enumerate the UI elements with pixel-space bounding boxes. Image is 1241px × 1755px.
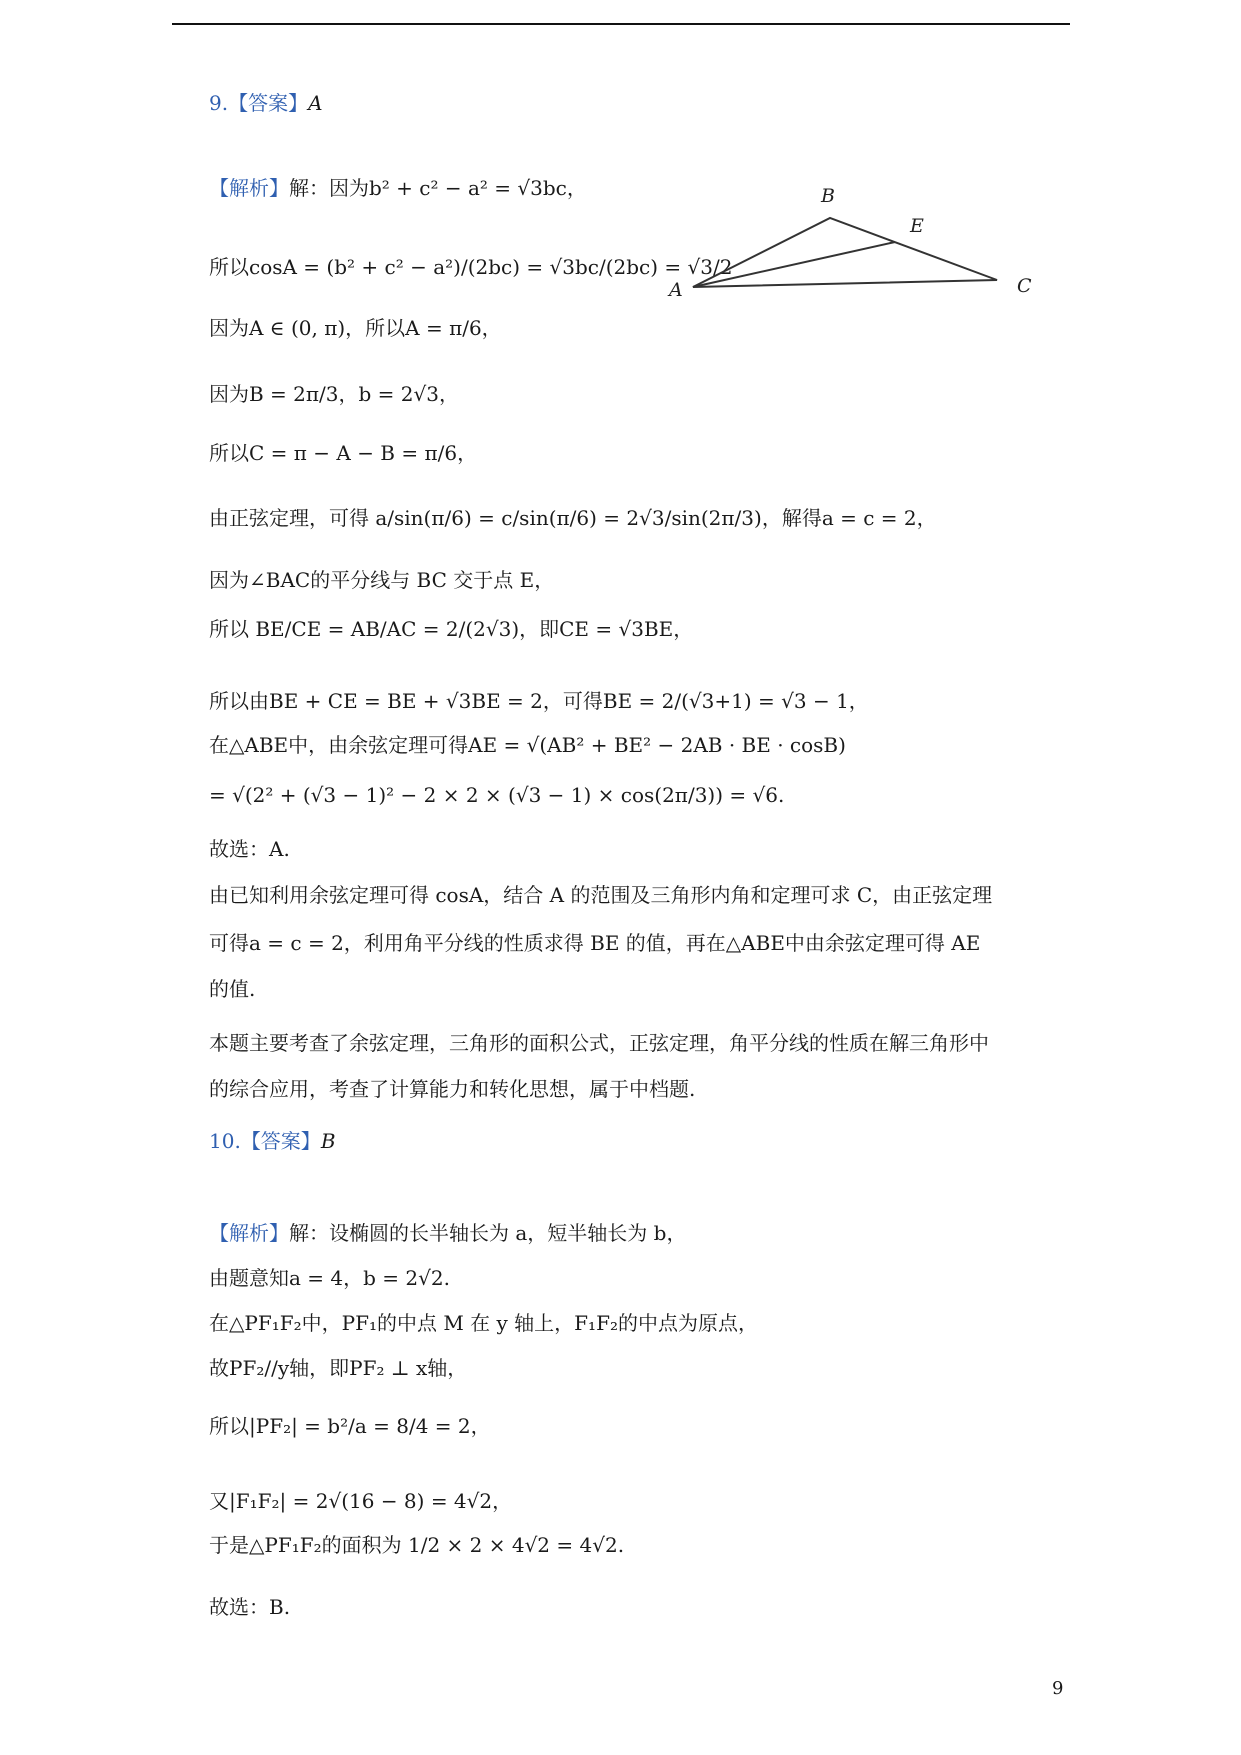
q10-line-4: 所以|PF₂| = b²/a = 8/4 = 2，: [209, 1414, 491, 1438]
q10-answer-letter: B: [320, 1129, 336, 1153]
bisector-ae: [693, 242, 895, 287]
q9-line-3: 因为B = 2π/3，b = 2√3，: [209, 382, 459, 406]
q9-line-0: [209, 175, 587, 201]
q10-line-5: 又|F₁F₂| = 2√(16 − 8) = 4√2，: [209, 1489, 513, 1513]
q9-line-11: 故选：A.: [209, 837, 290, 861]
q10-answer-tag: 【答案】: [240, 1129, 321, 1153]
figure-label-e: E: [910, 215, 924, 237]
q10-number: 10.: [209, 1129, 241, 1153]
page-number: 9: [1052, 1678, 1064, 1699]
q9-line-1: 所以cosA = (b² + c² − a²)/(2bc) = √3bc/(2bc) = √3/2: [209, 255, 733, 279]
q9-line-16: 的综合应用，考查了计算能力和转化思想，属于中档题.: [209, 1077, 696, 1101]
q10-line-1: 由题意知a = 4，b = 2√2.: [209, 1266, 450, 1290]
figure-label-a: A: [669, 279, 683, 300]
q9-number: 9.: [209, 91, 229, 115]
q9-line-10: = √(2² + (√3 − 1)² − 2 × 2 × (√3 − 1) × cos(2π/3)) = √6.: [209, 783, 785, 807]
q10-line-0: [209, 1220, 686, 1246]
q10-line-0-text: 解：设椭圆的长半轴长为 a，短半轴长为 b，: [289, 1221, 687, 1245]
figure-label-b: B: [821, 185, 835, 207]
q9-line-6: 因为∠BAC的平分线与 BC 交于点 E，: [209, 568, 555, 592]
q9-answer-tag: 【答案】: [228, 91, 309, 115]
q9-line-9: 在△ABE中，由余弦定理可得AE = √(AB² + BE² − 2AB · BE · cosB): [209, 733, 846, 757]
q9-answer-letter: A: [308, 91, 323, 115]
q10-line-6: 于是△PF₁F₂的面积为 1/2 × 2 × 4√2 = 4√2.: [209, 1533, 625, 1557]
header-rule: [172, 23, 1070, 25]
q9-analysis-tag: 【解析】: [209, 176, 289, 200]
q9-line-0-text: 解：因为b² + c² − a² = √3bc，: [289, 176, 587, 200]
q10-line-3: 故PF₂//y轴，即PF₂ ⊥ x轴，: [209, 1356, 468, 1380]
q9-line-13: 可得a = c = 2，利用角平分线的性质求得 BE 的值，再在△ABE中由余弦定理可得 AE: [209, 931, 981, 955]
q9-line-2: 因为A ∈ (0, π)，所以A = π/6，: [209, 316, 502, 340]
figure-label-c: C: [1017, 275, 1032, 297]
q10-answer-line: [209, 1128, 336, 1154]
q9-line-12: 由已知利用余弦定理可得 cosA，结合 A 的范围及三角形内角和定理可求 C，由正弦定理: [209, 883, 993, 907]
q9-line-7: 所以 BE/CE = AB/AC = 2/(2√3)，即CE = √3BE，: [209, 617, 694, 641]
q9-answer-line: [209, 90, 323, 116]
q9-line-15: 本题主要考查了余弦定理，三角形的面积公式，正弦定理，角平分线的性质在解三角形中: [209, 1031, 989, 1055]
q10-line-2: 在△PF₁F₂中，PF₁的中点 M 在 y 轴上，F₁F₂的中点为原点，: [209, 1311, 758, 1335]
q9-line-14: 的值.: [209, 977, 256, 1001]
q10-analysis-tag: 【解析】: [209, 1221, 289, 1245]
q9-line-4: 所以C = π − A − B = π/6，: [209, 441, 478, 465]
q9-line-5: 由正弦定理，可得 a/sin(π/6) = c/sin(π/6) = 2√3/sin(2π/3)，解得a = c = 2，: [209, 506, 937, 530]
q10-line-7: 故选：B.: [209, 1595, 291, 1619]
triangle-figure: [655, 180, 1060, 300]
q9-line-8: 所以由BE + CE = BE + √3BE = 2，可得BE = 2/(√3+1) = √3 − 1，: [209, 689, 869, 713]
